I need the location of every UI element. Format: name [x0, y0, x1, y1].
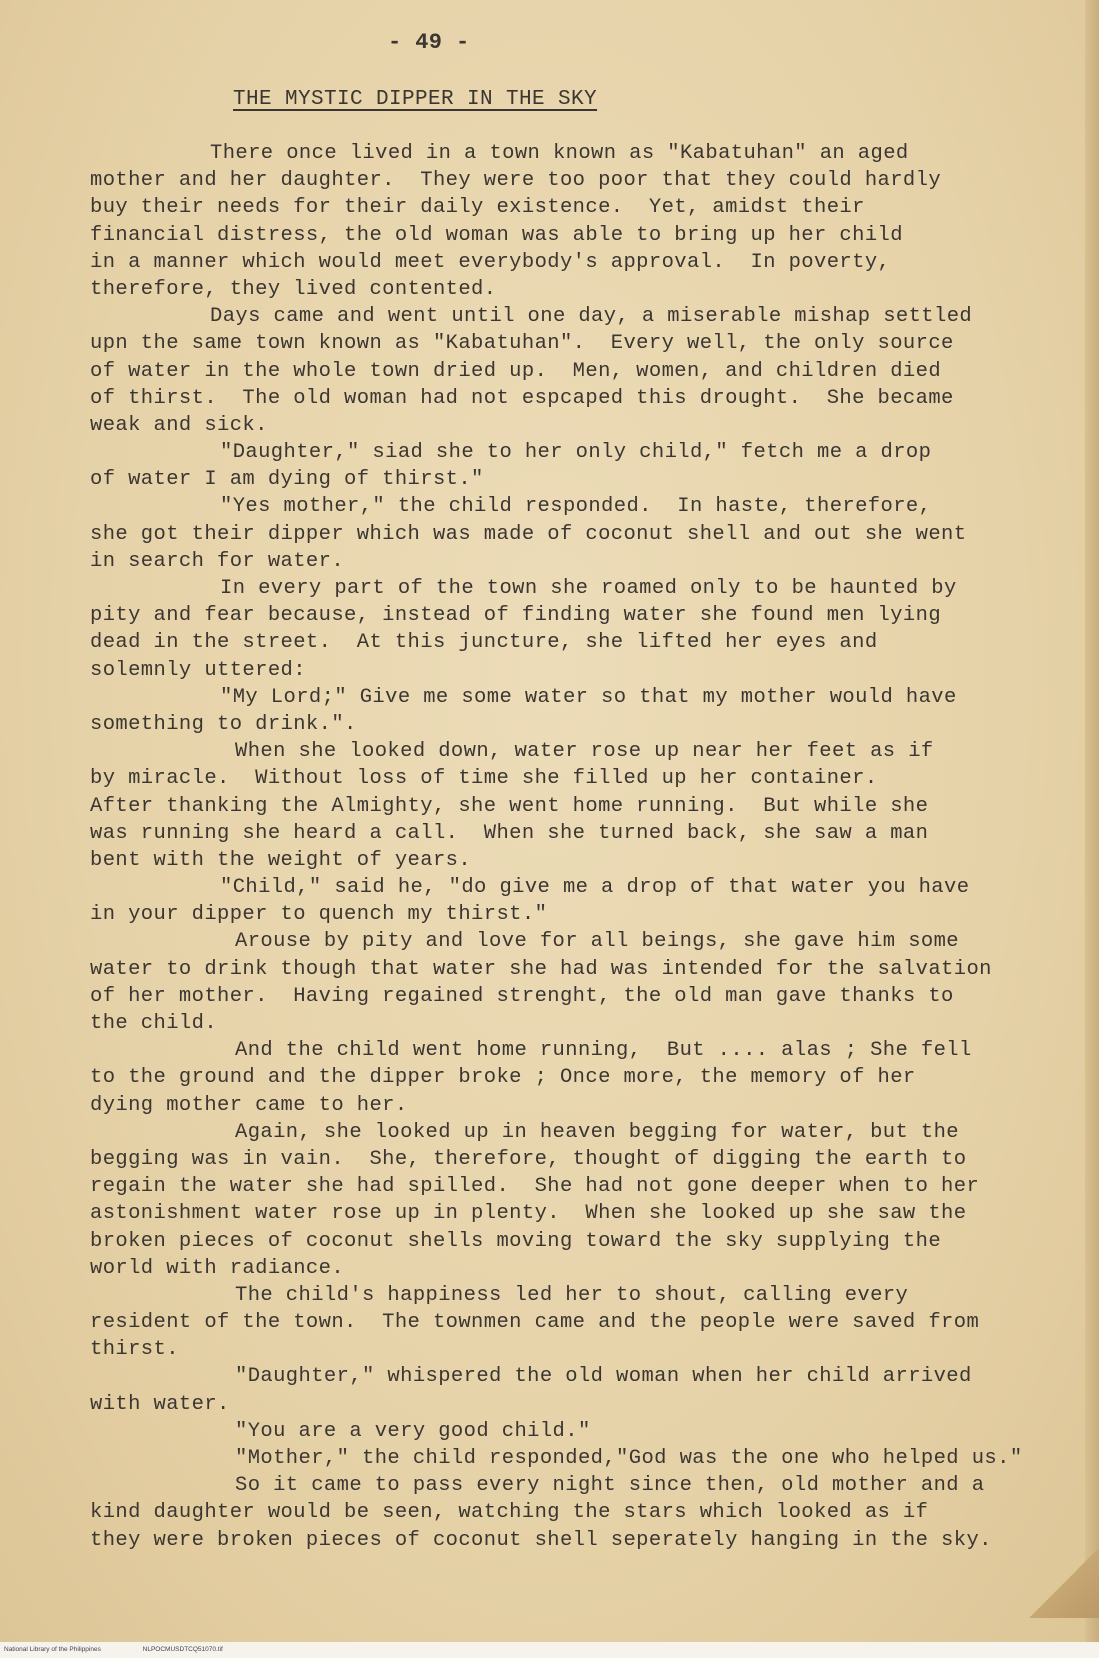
paper-edge: [1085, 0, 1099, 1658]
story-line: After thanking the Almighty, she went home running. But while she: [90, 794, 929, 818]
story-line: "Daughter," siad she to her only child," fetch me a drop: [220, 441, 932, 465]
story-line: was running she heard a call. When she turned back, she saw a man: [90, 821, 929, 845]
story-line: in your dipper to quench my thirst.": [90, 903, 548, 927]
story-line: financial distress, the old woman was able to bring up her child: [90, 223, 903, 247]
story-line: mother and her daughter. They were too poor that they could hardly: [90, 169, 942, 193]
story-line: the child.: [90, 1012, 218, 1035]
story-line: they were broken pieces of coconut shell seperately hanging in the sky.: [90, 1528, 992, 1552]
story-line: Again, she looked up in heaven begging for water, but the: [235, 1120, 960, 1144]
footer-file-id: NLPOCMUSDTCQ51070.tif: [142, 1646, 223, 1653]
story-line: Days came and went until one day, a miserable mishap settled: [210, 305, 973, 329]
story-line: astonishment water rose up in plenty. When she looked up she saw the: [90, 1202, 967, 1226]
story-line: world with radiance.: [90, 1256, 345, 1280]
story-line: with water.: [90, 1392, 230, 1416]
page-number: - 49 -: [388, 30, 470, 55]
story-line: kind daughter would be seen, watching the stars which looked as if: [90, 1501, 929, 1525]
story-line: pity and fear because, instead of finding water she found men lying: [90, 604, 942, 628]
story-line: water to drink though that water she had was intended for the salvation: [90, 957, 992, 981]
story-line: So it came to pass every night since then, old mother and a: [235, 1474, 985, 1498]
story-line: of water I am dying of thirst.": [90, 468, 484, 492]
story-line: There once lived in a town known as "Kabatuhan" an aged: [210, 142, 909, 165]
story-line: to the ground and the dipper broke ; Once more, the memory of her: [90, 1066, 916, 1090]
story-line: begging was in vain. She, therefore, thought of digging the earth to: [90, 1147, 967, 1171]
story-line: she got their dipper which was made of coconut shell and out she went: [90, 522, 967, 546]
story-line: in a manner which would meet everybody's approval. In poverty,: [90, 250, 891, 274]
story-line: in search for water.: [90, 549, 345, 573]
story-line: something to drink.".: [90, 712, 357, 736]
story-line: of her mother. Having regained strenght, the old man gave thanks to: [90, 984, 954, 1008]
story-line: of water in the whole town dried up. Men, women, and children died: [90, 359, 942, 383]
story-line: Arouse by pity and love for all beings, she gave him some: [235, 930, 960, 954]
footer-library: National Library of the Philippines: [4, 1646, 101, 1653]
story-line: regain the water she had spilled. She had not gone deeper when to her: [90, 1175, 980, 1199]
story-line: When she looked down, water rose up near her feet as if: [235, 740, 934, 764]
story-title: THE MYSTIC DIPPER IN THE SKY: [233, 88, 598, 111]
story-line: "Mother," the child responded,"God was the one who helped us.": [235, 1447, 1023, 1470]
story-line: by miracle. Without loss of time she filled up her container.: [90, 767, 878, 791]
scan-footer: [0, 1642, 1099, 1658]
story-line: of thirst. The old woman had not espcaped this drought. She became: [90, 386, 954, 410]
story-line: "You are a very good child.": [235, 1419, 591, 1443]
story-line: thirst.: [90, 1338, 179, 1362]
story-line: bent with the weight of years.: [90, 848, 472, 872]
story-line: weak and sick.: [90, 413, 268, 437]
story-line: therefore, they lived contented.: [90, 277, 497, 301]
paper-corner-fold: [1029, 1548, 1099, 1618]
story-line: The child's happiness led her to shout, calling every: [235, 1283, 909, 1307]
story-body: [90, 140, 1080, 1554]
story-line: "Child," said he, "do give me a drop of that water you have: [220, 876, 970, 900]
story-line: And the child went home running, But .... alas ; She fell: [235, 1039, 972, 1063]
story-line: broken pieces of coconut shells moving toward the sky supplying the: [90, 1229, 942, 1253]
story-line: dying mother came to her.: [90, 1093, 408, 1117]
story-line: solemnly uttered:: [90, 658, 306, 682]
story-line: "Daughter," whispered the old woman when her child arrived: [235, 1365, 972, 1389]
story-line: "Yes mother," the child responded. In haste, therefore,: [220, 495, 932, 519]
story-line: upn the same town known as "Kabatuhan". Every well, the only source: [90, 332, 954, 356]
story-line: resident of the town. The townmen came and the people were saved from: [90, 1311, 980, 1335]
story-line: buy their needs for their daily existence. Yet, amidst their: [90, 196, 865, 220]
story-line: In every part of the town she roamed only to be haunted by: [220, 577, 957, 600]
story-line: "My Lord;" Give me some water so that my mother would have: [220, 685, 957, 709]
story-line: dead in the street. At this juncture, she lifted her eyes and: [90, 631, 878, 655]
